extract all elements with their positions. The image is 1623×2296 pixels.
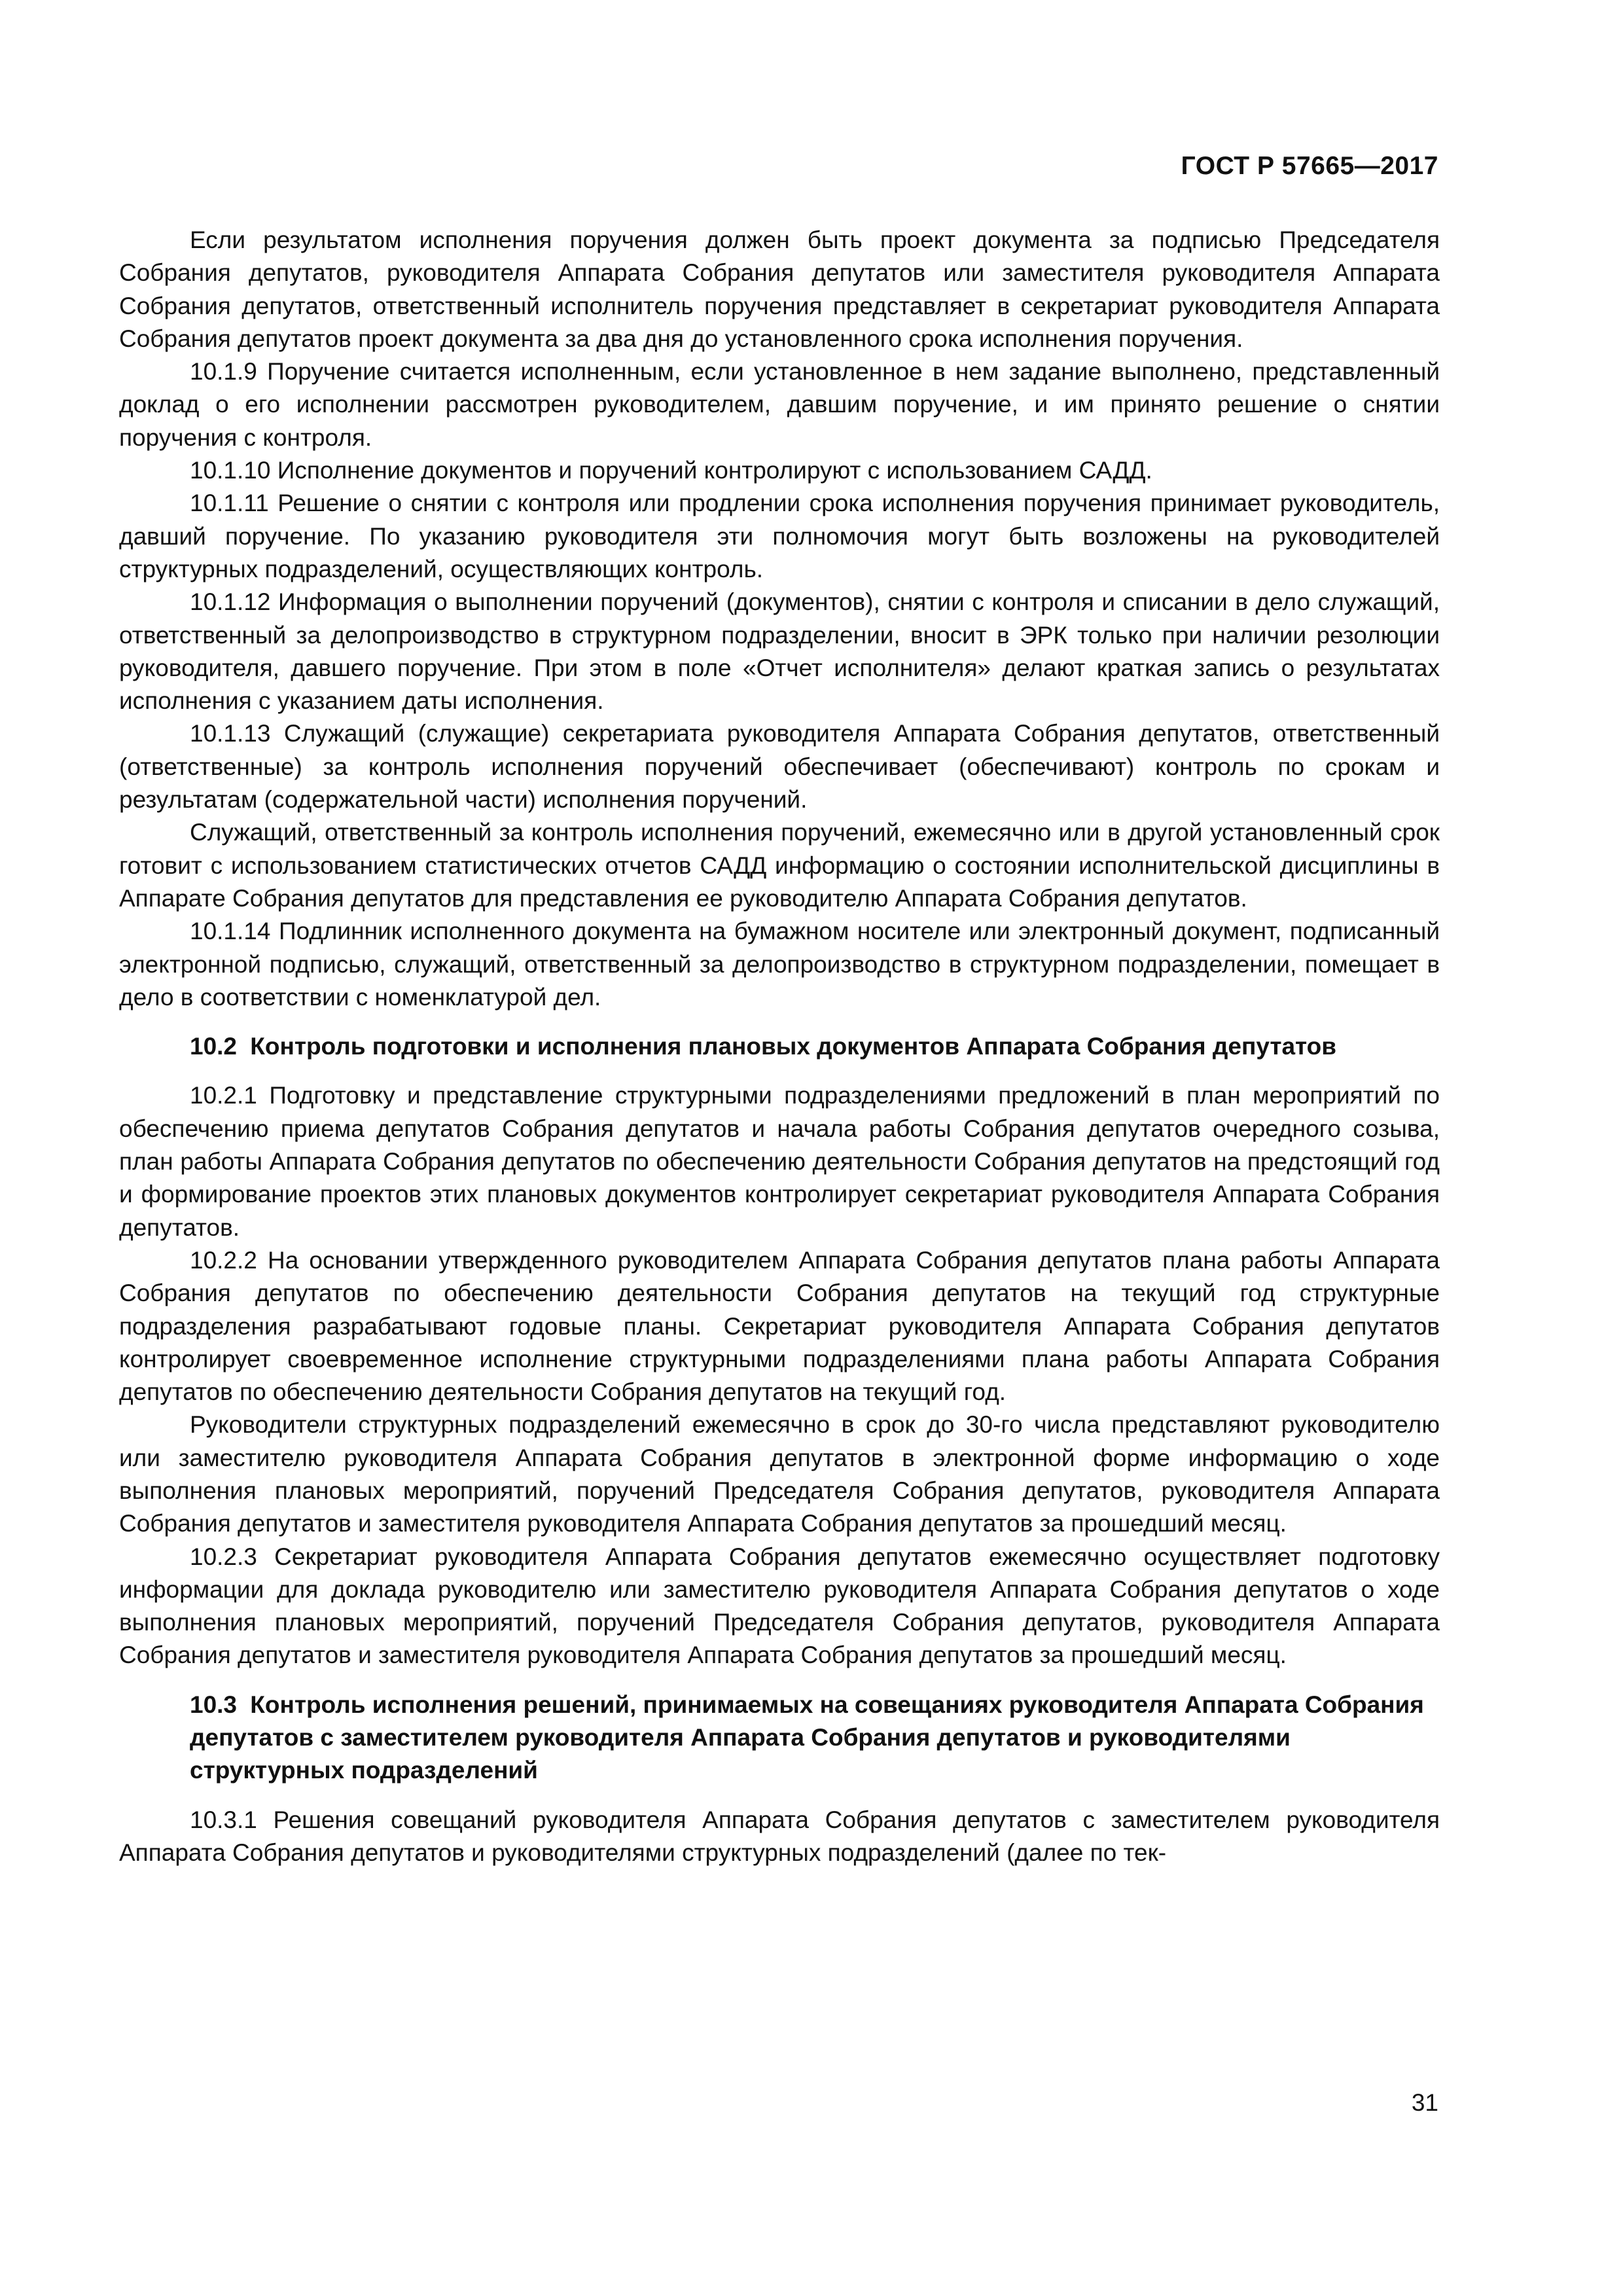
section-heading-10-3 bbox=[119, 1689, 1440, 1787]
paragraph: 10.1.11 Решение о снятии с контроля или продлении срока исполнения поручения принимает руководитель, давший поручение. По указанию руководителя эти полномочия могут быть возложены на руководителей структурных подразделений, осуществляющих контроль. bbox=[119, 490, 1440, 583]
paragraph: 10.1.10 Исполнение документов и поручений контролируют с использованием САДД. bbox=[190, 457, 1152, 484]
paragraph: 10.1.12 Информация о выполнении поручений (документов), снятии с контроля и списании в дело служащий, ответственный за делопроизводство в структурном подразделении, вносит в ЭРК только при наличии резолюции руководителя, давшего поручение. При этом в поле «Отчет исполнителя» делают краткая запись о результатах исполнения с указанием даты исполнения. bbox=[119, 588, 1440, 715]
section-number: 10.2 bbox=[190, 1033, 238, 1060]
page-number: 31 bbox=[1411, 2089, 1438, 2116]
section-number: 10.3 bbox=[190, 1691, 238, 1718]
paragraph: 10.1.13 Служащий (служащие) секретариата руководителя Аппарата Собрания депутатов, ответственный (ответственные) за контроль исполнения поручений обеспечивает (обеспечивают) контроль по срокам и результатам (содержательной части) исполнения поручений. bbox=[119, 720, 1440, 814]
section-heading-10-2 bbox=[119, 1030, 1440, 1063]
standard-header: ГОСТ Р 57665—2017 bbox=[1181, 152, 1438, 180]
paragraph: 10.2.2 На основании утвержденного руководителем Аппарата Собрания депутатов плана работы Аппарата Собрания депутатов по обеспечению деятельности Собрания депутатов на текущий год структурные подразделения разрабатывают годовые планы. Секретариат руководителя Аппарата Собрания депутатов контролирует своевременное исполнение структурными подразделениями плана работы Аппарата Собрания депутатов по обеспечению деятельности Собрания депутатов на текущий год. bbox=[119, 1246, 1440, 1406]
paragraph: 10.2.1 Подготовку и представление структурными подразделениями предложений в план мероприятий по обеспечению приема депутатов Собрания депутатов и начала работы Собрания депутатов очередного созыва, план работы Аппарата Собрания депутатов по обеспечению деятельности Собрания депутатов на предстоящий год и формирование проектов этих плановых документов контролирует секретариат руководителя Аппарата Собрания депутатов. bbox=[119, 1082, 1440, 1241]
paragraph: Руководители структурных подразделений ежемесячно в срок до 30-го числа представляют руководителю или заместителю руководителя Аппарата Собрания депутатов в электронной форме информацию о ходе выполнения плановых мероприятий, поручений Председателя Собрания депутатов, руководителя Аппарата Собрания депутатов и заместителя руководителя Аппарата Собрания депутатов за прошедший месяц. bbox=[119, 1411, 1440, 1537]
paragraph: 10.1.14 Подлинник исполненного документа на бумажном носителе или электронный документ, подписанный электронной подписью, служащий, ответственный за делопроизводство в структурном подразделении, помещает в дело в соответствии с номенклатурой дел. bbox=[119, 918, 1440, 1011]
paragraph: Если результатом исполнения поручения должен быть проект документа за подписью Председателя Собрания депутатов, руководителя Аппарата Собрания депутатов или заместителя руководителя Аппарата Собрания депутатов, ответственный исполнитель поручения представляет в секретариат руководителя Аппарата Собрания депутатов проект документа за два дня до установленного срока исполнения поручения. bbox=[119, 226, 1440, 352]
section-title: Контроль подготовки и исполнения плановых документов Аппарата Собрания депутатов bbox=[250, 1033, 1337, 1060]
document-body bbox=[119, 224, 1440, 1869]
paragraph: 10.1.9 Поручение считается исполненным, если установленное в нем задание выполнено, представленный доклад о его исполнении рассмотрен руководителем, давшим поручение, и им принято решение о снятии поручения с контроля. bbox=[119, 358, 1440, 451]
section-title: Контроль исполнения решений, принимаемых на совещаниях руководителя Аппарата Собрания депутатов с заместителем руководителя Аппарата Собрания депутатов и руководителями структурных подразделений bbox=[190, 1691, 1424, 1784]
paragraph: 10.2.3 Секретариат руководителя Аппарата Собрания депутатов ежемесячно осуществляет подготовку информации для доклада руководителю или заместителю руководителя Аппарата Собрания депутатов о ходе выполнения плановых мероприятий, поручений Председателя Собрания депутатов, руководителя Аппарата Собрания депутатов и заместителя руководителя Аппарата Собрания депутатов за прошедший месяц. bbox=[119, 1543, 1440, 1669]
paragraph: 10.3.1 Решения совещаний руководителя Аппарата Собрания депутатов с заместителем руководителя Аппарата Собрания депутатов и руководителями структурных подразделений (далее по тек- bbox=[119, 1806, 1440, 1866]
paragraph: Служащий, ответственный за контроль исполнения поручений, ежемесячно или в другой установленный срок готовит с использованием статистических отчетов САДД информацию о состоянии исполнительской дисциплины в Аппарате Собрания депутатов для представления ее руководителю Аппарата Собрания депутатов. bbox=[119, 819, 1440, 912]
